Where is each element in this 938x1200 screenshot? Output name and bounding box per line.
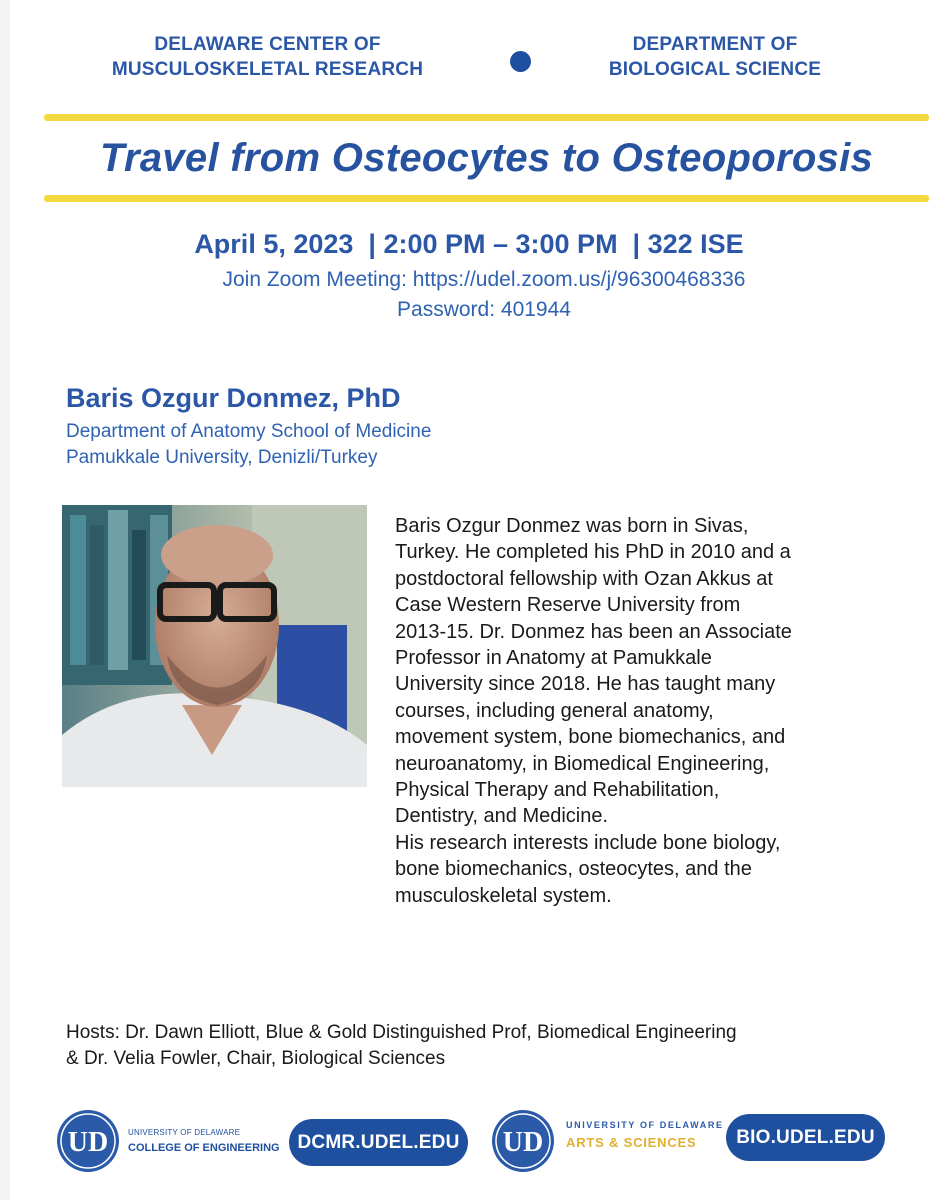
bio-link-button[interactable]: BIO.UDEL.EDU — [726, 1114, 885, 1161]
speaker-bio — [395, 513, 915, 909]
as-college-label: ARTS & SCIENCES — [566, 1135, 697, 1150]
bio-line: Dentistry, and Medicine. — [395, 805, 609, 828]
coe-university-label: UNIVERSITY OF DELAWARE — [128, 1128, 241, 1137]
coe-college-label: COLLEGE OF ENGINEERING — [128, 1142, 280, 1154]
dcmr-link-button[interactable]: DCMR.UDEL.EDU — [289, 1119, 468, 1166]
bio-line: musculoskeletal system. — [395, 884, 612, 907]
center-name-line1: DELAWARE CENTER OF — [154, 34, 381, 55]
page-edge — [0, 0, 10, 1200]
center-name-line2: MUSCULOSKELETAL RESEARCH — [111, 59, 424, 80]
zoom-link[interactable]: Join Zoom Meeting: https://udel.zoom.us/j/96300468336 — [222, 268, 746, 291]
seal-text: UD — [67, 1127, 109, 1158]
speaker-university: Pamukkale University, Denizli/Turkey — [66, 447, 378, 468]
bio-line: His research interests include bone biology, — [395, 831, 781, 854]
department-name — [570, 32, 860, 82]
hosts-line1: Hosts: Dr. Dawn Elliott, Blue & Gold Distinguished Prof, Biomedical Engineering — [66, 1022, 737, 1043]
department-name-line2: BIOLOGICAL SCIENCE — [608, 59, 822, 80]
department-name-line1: DEPARTMENT OF — [632, 34, 798, 55]
hosts — [66, 1020, 737, 1072]
center-name — [80, 32, 455, 82]
seal-text: UD — [502, 1127, 544, 1158]
bio-line: neuroanatomy, in Biomedical Engineering, — [395, 752, 770, 775]
bio-line: Baris Ozgur Donmez was born in Sivas, — [395, 515, 749, 537]
bio-line: University since 2018. He has taught many — [395, 673, 776, 696]
bio-line: courses, including general anatomy, — [395, 699, 714, 722]
ud-seal-icon — [492, 1110, 554, 1172]
separator-dot — [510, 51, 531, 72]
hosts-line2: & Dr. Velia Fowler, Chair, Biological Sciences — [66, 1048, 446, 1069]
bio-line: bone biomechanics, osteocytes, and the — [395, 858, 752, 881]
bio-line: Case Western Reserve University from — [395, 594, 741, 617]
ud-seal-icon — [57, 1110, 119, 1172]
speaker-name: Baris Ozgur Donmez, PhD — [66, 383, 401, 413]
top-rule — [44, 114, 929, 121]
bio-line: Turkey. He completed his PhD in 2010 and a — [395, 541, 791, 564]
event-title: Travel from Osteocytes to Osteoporosis — [99, 136, 874, 180]
speaker-photo — [62, 505, 367, 787]
bio-line: Physical Therapy and Rehabilitation, — [395, 779, 720, 802]
as-university-label: UNIVERSITY OF DELAWARE — [566, 1120, 724, 1130]
bio-line: movement system, bone biomechanics, and — [395, 726, 786, 749]
bio-line: 2013-15. Dr. Donmez has been an Associate — [395, 620, 792, 643]
event-date-time-location: April 5, 2023 | 2:00 PM – 3:00 PM | 322 ISE — [194, 229, 744, 259]
zoom-password: Password: 401944 — [397, 298, 571, 321]
bio-line: postdoctoral fellowship with Ozan Akkus at — [395, 567, 773, 590]
bottom-rule — [44, 195, 929, 202]
speaker-department: Department of Anatomy School of Medicine — [66, 421, 432, 442]
bio-line: Professor in Anatomy at Pamukkale — [395, 647, 712, 670]
